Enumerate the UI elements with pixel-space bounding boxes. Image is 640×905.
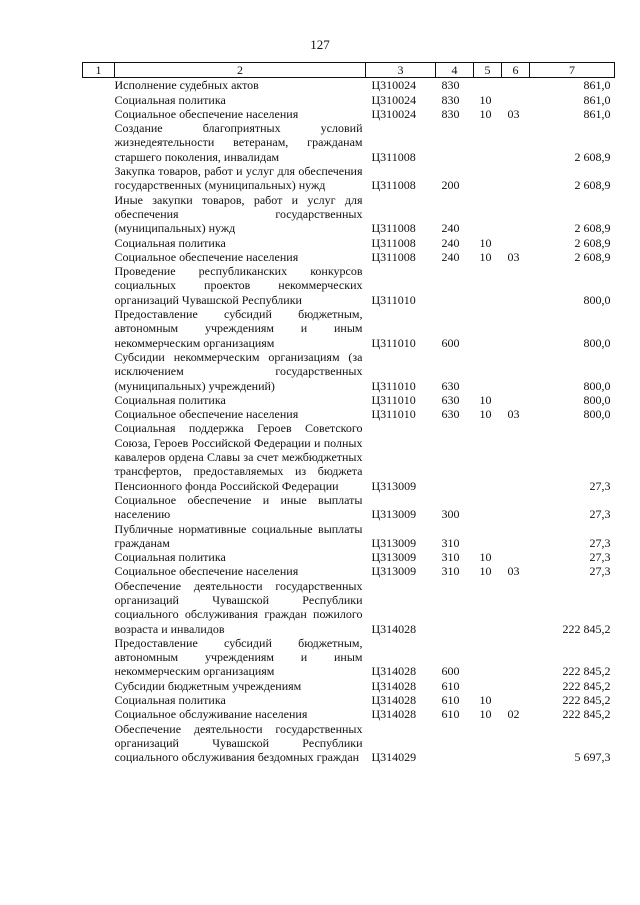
cell-index [83,550,115,564]
cell-index [83,307,115,350]
cell-index [83,579,115,636]
cell-index [83,107,115,121]
cell-subsection [502,93,530,107]
cell-name: Социальная политика [114,92,226,107]
cell-expense-type [436,121,474,164]
table-row [83,393,615,407]
cell-section [474,307,502,350]
cell-amount: 222 845,2 [562,678,611,693]
cell-expense-type: 830 [441,92,460,107]
cell-section [474,164,502,193]
cell-name: Проведение республиканских конкурсов социальных проектов некоммерческих организаций Чувашской Республики [114,264,363,307]
cell-amount: 222 845,2 [562,664,611,679]
cell-expense-type: 600 [441,335,460,350]
cell-expense-type: 630 [441,392,460,407]
cell-amount: 5 697,3 [574,750,611,765]
cell-name: Создание благоприятных условий жизнедеятельности ветеранам, гражданам старшего поколения, инвалидам [114,121,363,164]
cell-subsection [502,264,530,307]
cell-name: Социальная политика [114,235,226,250]
cell-amount: 800,0 [583,407,611,422]
cell-section: 10 [479,407,492,422]
table-row [83,522,615,551]
cell-name: Социальное обеспечение населения [114,407,299,422]
table-row [83,493,615,522]
cell-expense-type [436,722,474,765]
cell-subsection: 03 [507,407,520,422]
cell-expense-type: 310 [441,535,460,550]
cell-code: Ц311008 [371,178,416,193]
cell-section: 10 [479,392,492,407]
cell-name: Иные закупки товаров, работ и услуг для обеспечения государственных (муниципальных) нужд [114,192,363,236]
cell-name: Предоставление субсидий бюджетным, автономным учреждениям и иным некоммерческим организациям [114,635,363,679]
cell-subsection [502,393,530,407]
cell-name: Социальное обеспечение и иные выплаты населению [114,492,363,522]
cell-amount: 222 845,2 [562,707,611,722]
table-row [83,107,615,121]
table-row [83,307,615,350]
cell-code: Ц314028 [371,664,417,679]
cell-expense-type: 630 [441,407,460,422]
cell-code: Ц311008 [371,149,416,164]
table-row [83,679,615,693]
cell-code: Ц310024 [371,78,417,93]
cell-name: Социальная политика [114,392,226,407]
cell-name: Социальное обеспечение населения [114,106,299,121]
cell-section: 10 [479,707,492,722]
table-header [83,63,615,78]
cell-amount: 27,3 [589,564,611,579]
table-row [83,250,615,264]
cell-amount: 800,0 [583,292,611,307]
cell-subsection [502,550,530,564]
cell-code: Ц311008 [371,221,416,236]
table-row [83,707,615,721]
cell-code: Ц311010 [371,292,416,307]
cell-code: Ц314028 [371,621,417,636]
table-row [83,264,615,307]
cell-amount: 861,0 [583,106,611,121]
cell-expense-type: 310 [441,550,460,565]
header-col-2: 2 [115,63,366,78]
cell-index [83,350,115,393]
header-col-1: 1 [83,63,115,78]
header-col-6: 6 [502,63,530,78]
header-col-3: 3 [366,63,436,78]
cell-code: Ц314028 [371,678,417,693]
cell-section [474,78,502,93]
table-row [83,407,615,421]
cell-name: Обеспечение деятельности государственных организаций Чувашской Республики социального обслуживания бездомных граждан [114,721,363,765]
cell-code: Ц313009 [371,564,417,579]
cell-amount: 2 608,9 [574,221,611,236]
table-row [83,722,615,765]
table-body [83,78,615,765]
cell-index [83,407,115,421]
cell-code: Ц311008 [371,235,416,250]
cell-index [83,421,115,492]
cell-code: Ц313009 [371,550,417,565]
cell-code: Ц311010 [371,407,416,422]
cell-code: Ц310024 [371,106,417,121]
cell-code: Ц314029 [371,750,417,765]
cell-expense-type: 240 [441,221,460,236]
cell-section [474,121,502,164]
cell-amount: 222 845,2 [562,693,611,708]
cell-code: Ц314028 [371,693,417,708]
cell-section [474,722,502,765]
table-row [83,193,615,236]
cell-subsection [502,493,530,522]
cell-name: Исполнение судебных актов [114,78,259,93]
cell-index [83,236,115,250]
cell-expense-type [436,421,474,492]
cell-index [83,93,115,107]
cell-subsection [502,679,530,693]
table-row [83,236,615,250]
cell-subsection [502,421,530,492]
cell-section [474,679,502,693]
cell-code: Ц311008 [371,249,416,264]
cell-code: Ц313009 [371,535,417,550]
cell-section [474,193,502,236]
cell-subsection [502,193,530,236]
cell-code: Ц313009 [371,478,417,493]
cell-name: Социальное обеспечение населения [114,249,299,264]
cell-amount: 2 608,9 [574,235,611,250]
cell-section: 10 [479,235,492,250]
cell-code: Ц314028 [371,707,417,722]
cell-amount: 861,0 [583,92,611,107]
cell-name: Социальная политика [114,693,226,708]
cell-expense-type: 830 [441,78,460,93]
cell-section: 10 [479,693,492,708]
cell-expense-type [436,264,474,307]
cell-index [83,493,115,522]
table-row [83,550,615,564]
cell-code: Ц313009 [371,507,417,522]
cell-expense-type [436,579,474,636]
cell-amount: 2 608,9 [574,178,611,193]
cell-name: Закупка товаров, работ и услуг для обеспечения государственных (муниципальных) нужд [114,164,363,193]
cell-index [83,264,115,307]
cell-expense-type: 600 [441,664,460,679]
cell-subsection: 03 [507,249,520,264]
cell-index [83,707,115,721]
table-row [83,564,615,578]
cell-amount: 27,3 [589,550,611,565]
cell-section: 10 [479,564,492,579]
cell-section [474,493,502,522]
cell-amount: 800,0 [583,378,611,393]
cell-expense-type: 830 [441,106,460,121]
cell-expense-type: 310 [441,564,460,579]
cell-section [474,636,502,679]
cell-subsection [502,636,530,679]
header-col-4: 4 [436,63,474,78]
cell-subsection [502,236,530,250]
cell-name: Публичные нормативные социальные выплаты гражданам [114,521,363,550]
cell-index [83,679,115,693]
cell-section [474,522,502,551]
cell-name: Субсидии бюджетным учреждениям [114,678,302,693]
cell-name: Субсидии некоммерческим организациям (за исключением государственных (муниципальных) учреждений) [114,349,363,393]
cell-subsection: 02 [507,707,520,722]
cell-index [83,121,115,164]
cell-subsection: 03 [507,564,520,579]
cell-code: Ц311010 [371,392,416,407]
cell-name: Социальная политика [114,550,226,565]
cell-subsection [502,78,530,93]
header-col-7: 7 [530,63,615,78]
table-row [83,579,615,636]
cell-expense-type: 610 [441,693,460,708]
cell-name: Социальное обслуживание населения [114,707,308,722]
cell-amount: 2 608,9 [574,149,611,164]
table-row [83,121,615,164]
page-number: 127 [310,37,330,52]
cell-amount: 27,3 [589,507,611,522]
cell-subsection [502,722,530,765]
cell-subsection [502,307,530,350]
cell-section: 10 [479,249,492,264]
cell-amount: 861,0 [583,78,611,93]
cell-expense-type: 610 [441,678,460,693]
cell-index [83,78,115,93]
cell-name: Обеспечение деятельности государственных организаций Чувашской Республики социального обслуживания граждан пожилого возраста и инвалидов [114,578,363,636]
cell-subsection [502,350,530,393]
cell-expense-type: 240 [441,235,460,250]
cell-section [474,421,502,492]
cell-amount: 222 845,2 [562,621,611,636]
cell-index [83,193,115,236]
cell-section [474,579,502,636]
cell-expense-type: 630 [441,378,460,393]
cell-code: Ц311010 [371,378,416,393]
cell-name: Социальная поддержка Героев Советского Союза, Героев Российской Федерации и полных кавалеров ордена Славы за счет межбюджетных трансфертов, предоставляемых из бюджета Пенсионного фонда Российской Федерации [114,421,363,493]
cell-expense-type: 610 [441,707,460,722]
table-row [83,350,615,393]
cell-expense-type: 200 [441,178,460,193]
cell-index [83,564,115,578]
cell-subsection: 03 [507,106,520,121]
cell-index [83,522,115,551]
table-row [83,421,615,492]
cell-index [83,636,115,679]
cell-amount: 2 608,9 [574,249,611,264]
table-row [83,93,615,107]
cell-amount: 800,0 [583,335,611,350]
cell-subsection [502,522,530,551]
table-row [83,78,615,93]
cell-section [474,264,502,307]
table-row [83,164,615,193]
cell-amount: 27,3 [589,535,611,550]
cell-amount: 800,0 [583,392,611,407]
cell-subsection [502,693,530,707]
cell-subsection [502,121,530,164]
cell-expense-type: 240 [441,249,460,264]
cell-section: 10 [479,92,492,107]
cell-index [83,250,115,264]
cell-code: Ц311010 [371,335,416,350]
table-row [83,693,615,707]
cell-section: 10 [479,106,492,121]
cell-name: Предоставление субсидий бюджетным, автономным учреждениям и иным некоммерческим организациям [114,307,363,350]
cell-subsection [502,579,530,636]
cell-index [83,164,115,193]
cell-expense-type: 300 [441,507,460,522]
cell-code: Ц310024 [371,92,417,107]
cell-amount: 27,3 [589,478,611,493]
cell-index [83,393,115,407]
cell-section [474,350,502,393]
cell-index [83,693,115,707]
cell-name: Социальное обеспечение населения [114,564,299,579]
cell-section: 10 [479,550,492,565]
budget-table [82,62,615,765]
table-row [83,636,615,679]
header-col-5: 5 [474,63,502,78]
cell-index [83,722,115,765]
cell-subsection [502,164,530,193]
